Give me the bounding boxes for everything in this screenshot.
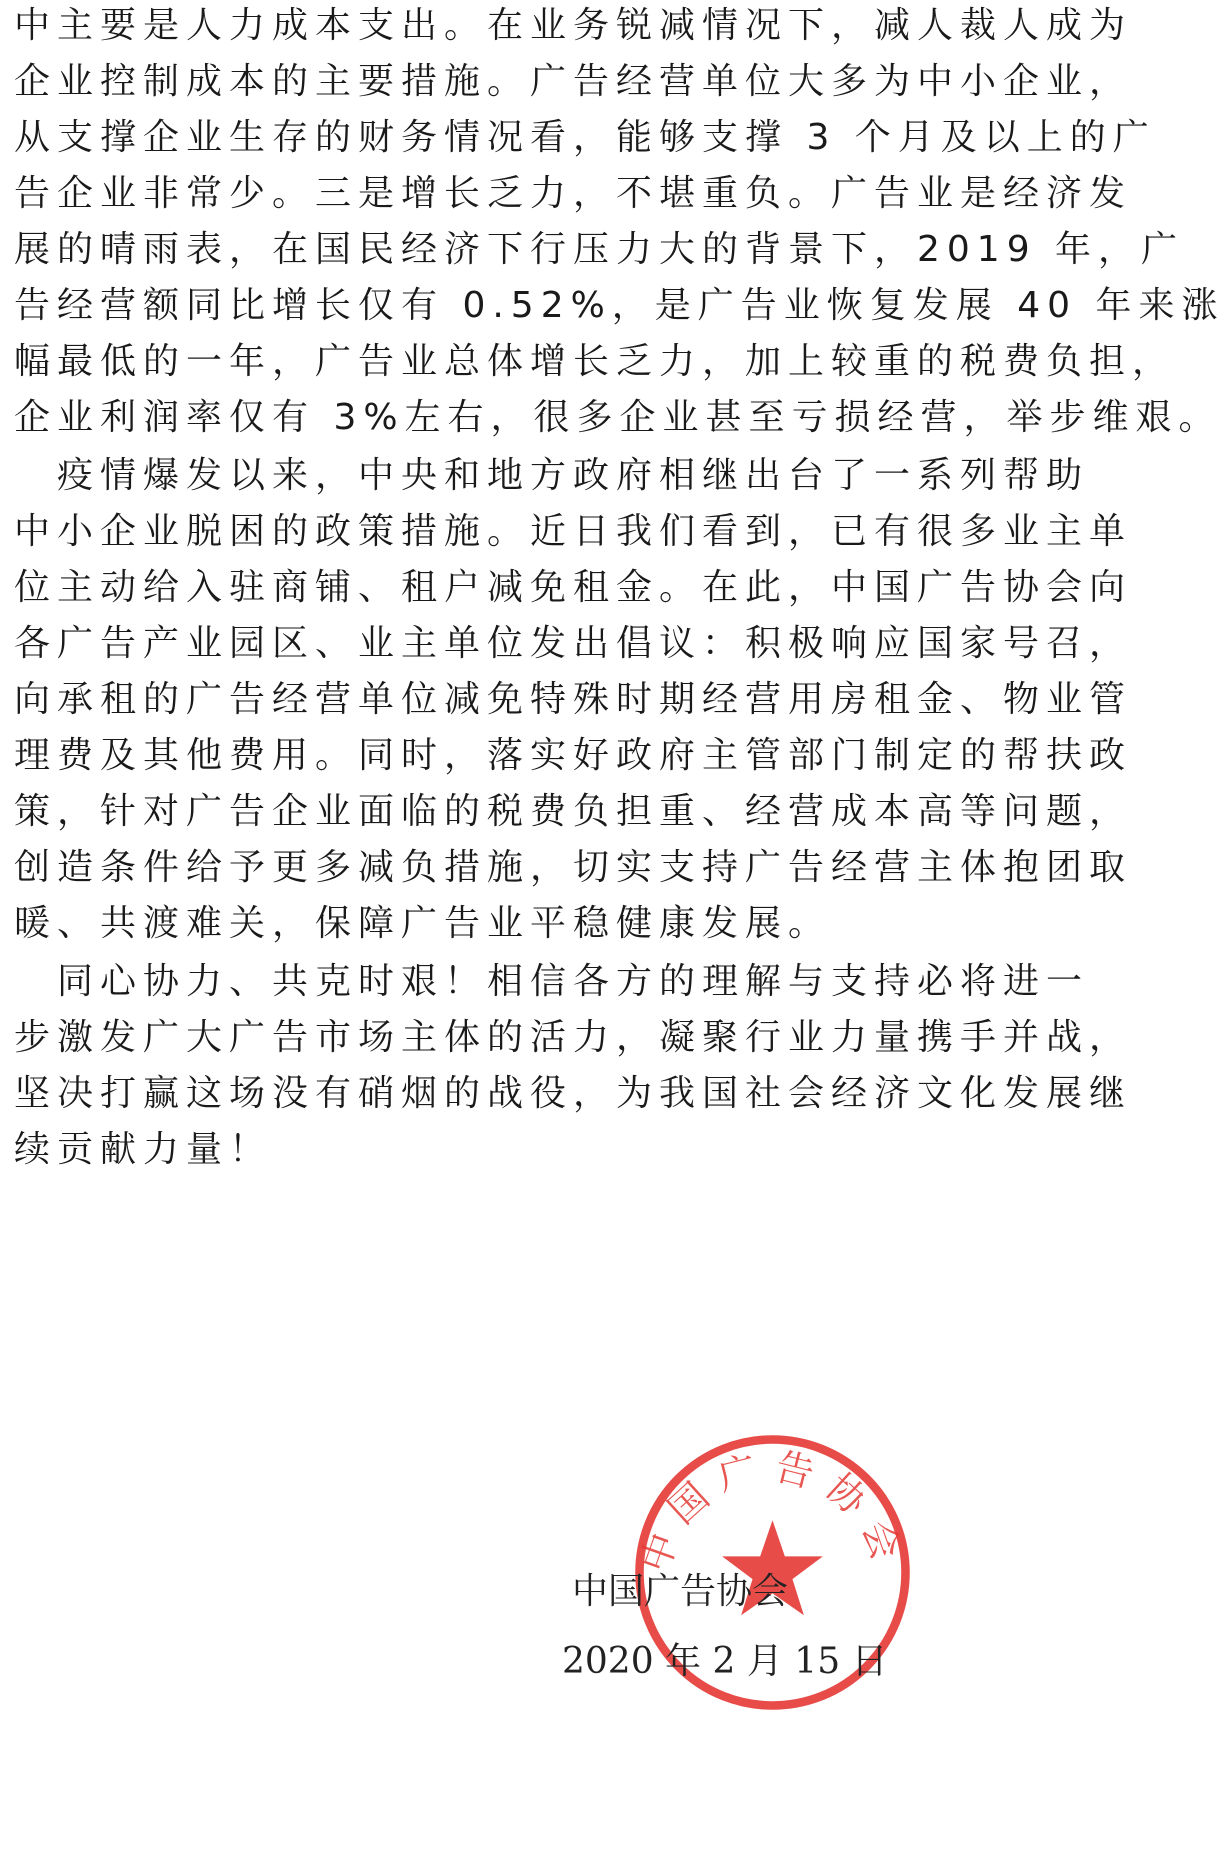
body-line: 策，针对广告企业面临的税费负担重、经营成本高等问题， xyxy=(14,791,1133,832)
body-line: 中主要是人力成本支出。在业务锐减情况下，减人裁人成为 xyxy=(14,5,1133,46)
body-line: 向承租的广告经营单位减免特殊时期经营用房租金、物业管 xyxy=(14,679,1133,720)
signature-date: 2020 年 2 月 15 日 xyxy=(562,1641,888,1682)
body-line: 位主动给入驻商铺、租户减免租金。在此，中国广告协会向 xyxy=(14,567,1133,608)
svg-text:中国广告协会: 中国广告协会 xyxy=(632,1444,913,1578)
body-line: 幅最低的一年，广告业总体增长乏力，加上较重的税费负担， xyxy=(14,341,1176,382)
body-line: 各广告产业园区、业主单位发出倡议：积极响应国家号召， xyxy=(14,623,1133,664)
body-line: 展的晴雨表，在国民经济下行压力大的背景下，2019 年，广 xyxy=(14,229,1185,270)
body-line: 中小企业脱困的政策措施。近日我们看到，已有很多业主单 xyxy=(14,511,1133,552)
body-line: 步激发广大广告市场主体的活力，凝聚行业力量携手并战， xyxy=(14,1017,1133,1058)
body-line: 企业利润率仅有 3%左右，很多企业甚至亏损经营，举步维艰。 xyxy=(14,397,1222,438)
body-line: 企业控制成本的主要措施。广告经营单位大多为中小企业， xyxy=(14,61,1133,102)
body-line: 坚决打赢这场没有硝烟的战役，为我国社会经济文化发展继 xyxy=(14,1073,1133,1114)
body-line: 续贡献力量！ xyxy=(14,1129,273,1170)
body-line: 从支撑企业生存的财务情况看，能够支撑 3 个月及以上的广 xyxy=(14,117,1156,158)
signature-organization: 中国广告协会 xyxy=(572,1571,789,1612)
body-line: 同心协力、共克时艰！相信各方的理解与支持必将进一 xyxy=(14,961,1090,1002)
signature-block xyxy=(562,1430,1060,1750)
body-line: 创造条件给予更多减负措施，切实支持广告经营主体抱团取 xyxy=(14,847,1133,888)
body-line: 理费及其他费用。同时，落实好政府主管部门制定的帮扶政 xyxy=(14,735,1133,776)
body-line: 告经营额同比增长仅有 0.52%，是广告业恢复发展 40 年来涨 xyxy=(14,285,1225,326)
body-line: 暖、共渡难关，保障广告业平稳健康发展。 xyxy=(14,903,832,944)
body-line: 告企业非常少。三是增长乏力，不堪重负。广告业是经济发 xyxy=(14,173,1133,214)
body-line: 疫情爆发以来，中央和地方政府相继出台了一系列帮助 xyxy=(14,455,1090,496)
